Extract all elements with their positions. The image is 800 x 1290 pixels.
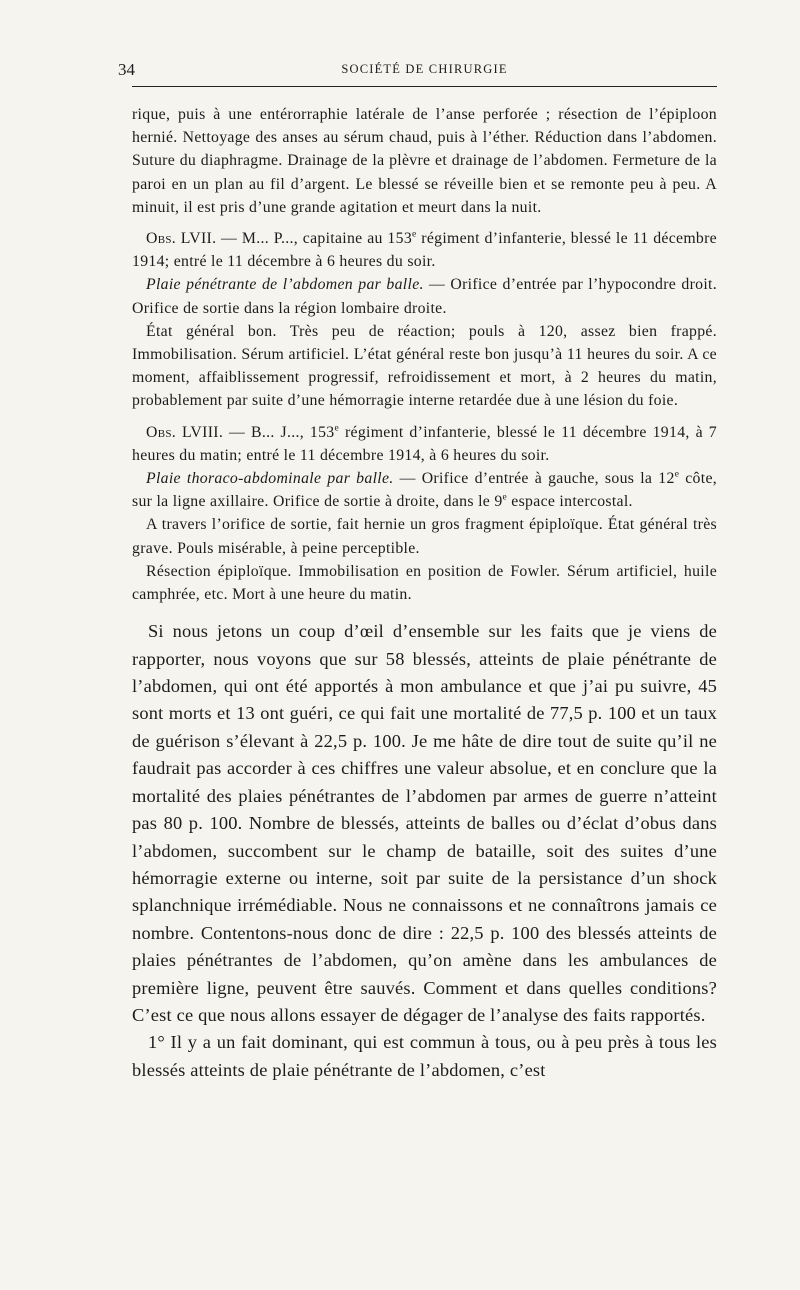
discussion-paragraph-1: Si nous jetons un coup d’œil d’ensemble sur les faits que je viens de rapporter, nous voyons que sur 58 blessés, atteints de plaie pénétrante de l’abdomen, qui ont été apportés à mon ambulance et que j’ai pu suivre, 45 sont morts et 13 ont guéri, ce qui fait une mortalité de 77,5 p. 100 et un taux de guérison s’élevant à 22,5 p. 100. Je me hâte de dire tout de suite qu’il ne faudrait pas accorder à ces chiffres une valeur absolue, et en conclure que la mortalité des plaies pénétrantes de l’abdomen par armes de guerre n’atteint pas 80 p. 100. Nombre de blessés, atteints de balles ou d’éclat d’obus dans l’abdomen, succombent sur le champ de bataille, soit des suites d’une hémorragie externe ou interne, soit par suite de la persistance d’un shock splanchnique irrémédiable. Nous ne connaissons et ne connaîtrons jamais ce nombre. Contentons-nous donc de dire : 22,5 p. 100 des blessés atteints de plaies pénétrantes de l’abdomen, qu’on amène dans les ambulances de première ligne, peuvent être sauvés. Comment et dans quelles conditions? C’est ce que nous allons essayer de dégager de l’analyse des faits rapportés. xyxy=(132,621,717,1025)
observation-57-title: Plaie pénétrante de l’abdomen par balle. — Orifice d’entrée par l’hypocondre droit. Orifice de sortie dans la région lombaire droite. xyxy=(132,276,717,317)
observation-58-title: Plaie thoraco-abdominale par balle. — Orifice d’entrée à gauche, sous la 12e côte, sur la ligne axillaire. Orifice de sortie à droite, dans le 9e espace intercostal. xyxy=(132,469,718,511)
observation-57-course: État général bon. Très peu de réaction; pouls à 120, assez bien frappé. Immobilisation. Sérum artificiel. L’état général reste bon jusqu’à 11 heures du soir. A ce moment, affaiblissement progressif, refroidissement et mort, à 2 heures du matin, probablement par suite d’une hémorragie interne retardée due à une lésion du foie. xyxy=(132,322,717,410)
discussion-paragraph-2: 1° Il y a un fait dominant, qui est commun à tous, ou à peu près à tous les blessés atteints de plaie pénétrante de l’abdomen, c’est xyxy=(132,1032,717,1080)
page-number: 34 xyxy=(118,60,135,79)
observation-58-header: Obs. LVIII. — B... J..., 153e régiment d’infanterie, blessé le 11 décembre 1914, à 7 heures du matin; entré le 11 décembre 1914, à 6 heures du soir. xyxy=(132,423,718,464)
observation-57-header: Obs. LVII. — M... P..., capitaine au 153e régiment d’infanterie, blessé le 11 décembre 1914; entré le 11 décembre à 6 heures du soir. xyxy=(132,229,717,271)
page-header xyxy=(118,56,717,87)
document-page xyxy=(118,56,718,1084)
observation-continuation: rique, puis à une entérorraphie latérale de l’anse perforée ; résection de l’épiploon hernié. Nettoyage des anses au sérum chaud, puis à l’éther. Réduction dans l’abdomen. Suture du diaphragme. Drainage de la plèvre et drainage de l’abdomen. Fermeture de la paroi en un plan au fil d’argent. Le blessé se réveille bien et se remonte peu à peu. A minuit, il est pris d’une grande agitation et meurt dans la nuit. xyxy=(132,106,717,216)
discussion-section xyxy=(132,618,717,1084)
observation-57-label: Obs. LVII. xyxy=(146,230,217,248)
observations-section xyxy=(132,103,717,606)
observation-58-outcome: Résection épiploïque. Immobilisation en position de Fowler. Sérum artificiel, huile camphrée, etc. Mort à une heure du matin. xyxy=(132,562,717,604)
observation-58-diagnosis: Plaie thoraco-abdominale par balle. xyxy=(146,470,394,488)
observation-58-label: Obs. LVIII. xyxy=(146,423,224,441)
observation-57-diagnosis: Plaie pénétrante de l’abdomen par balle. xyxy=(146,276,424,294)
observation-58-findings: A travers l’orifice de sortie, fait hernie un gros fragment épiploïque. État général très grave. Pouls misérable, à peine perceptible. xyxy=(132,516,717,557)
running-head: SOCIÉTÉ DE CHIRURGIE xyxy=(341,62,508,76)
